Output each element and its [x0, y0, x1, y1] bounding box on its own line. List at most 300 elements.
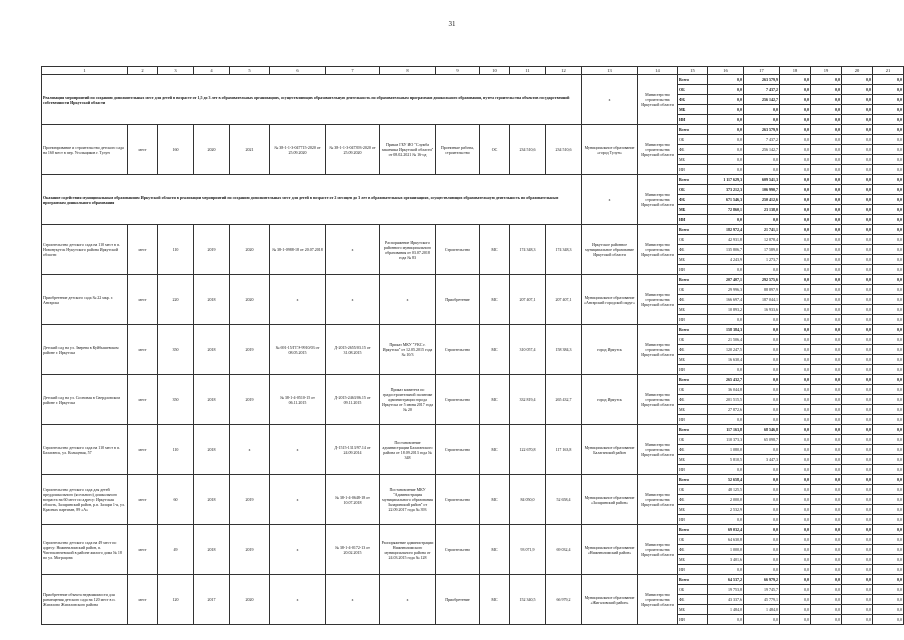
- amount-cell: 0,0: [842, 535, 873, 545]
- amount-cell: 0,0: [780, 435, 811, 445]
- amount-cell: 0,0: [842, 275, 873, 285]
- table-row: [42, 375, 904, 385]
- estimated-cost: 332 819,4: [510, 375, 546, 425]
- amount-cell: 0,0: [780, 485, 811, 495]
- amount-cell: 0,0: [744, 615, 780, 625]
- amount-cell: 0,0: [811, 95, 842, 105]
- amount-cell: 0,0: [780, 305, 811, 315]
- end-year: 2019: [230, 325, 270, 375]
- amount-cell: 12 878,4: [744, 235, 780, 245]
- ownership: ОС: [480, 125, 510, 175]
- municipality: Муниципальное образование «город Тулун»: [582, 125, 638, 175]
- funding-source: ОБ: [678, 335, 708, 345]
- work-type: Строительство: [436, 225, 480, 275]
- amount-cell: 0,0: [811, 465, 842, 475]
- end-year: 2021: [230, 125, 270, 175]
- amount-cell: 0,0: [780, 115, 811, 125]
- amount-cell: 0,0: [873, 405, 904, 415]
- amount-cell: 0,0: [811, 365, 842, 375]
- amount-cell: 0,0: [873, 385, 904, 395]
- amount-cell: 0,0: [873, 225, 904, 235]
- estimated-cost: 174 348,3: [510, 225, 546, 275]
- amount-cell: 72 860,1: [708, 205, 744, 215]
- estimated-cost: 93 071,9: [510, 525, 546, 575]
- ownership: МС: [480, 425, 510, 475]
- amount-cell: 0,0: [873, 335, 904, 345]
- amount-cell: 0,0: [842, 365, 873, 375]
- work-type: Строительство: [436, 375, 480, 425]
- municipality: Муниципальное образование Балаганский район: [582, 425, 638, 475]
- amount-cell: 21 741,1: [744, 225, 780, 235]
- amount-cell: 0,0: [780, 245, 811, 255]
- unit: мест: [128, 475, 158, 525]
- amount-cell: 3 447,3: [744, 455, 780, 465]
- amount-cell: 0,0: [873, 445, 904, 455]
- end-year: 2020: [230, 225, 270, 275]
- column-number: 5: [230, 67, 270, 75]
- amount-cell: 3 401,6: [708, 555, 744, 565]
- amount-cell: 0,0: [780, 75, 811, 85]
- amount-cell: 0,0: [780, 425, 811, 435]
- amount-cell: 0,0: [744, 505, 780, 515]
- estimated-cost: 207 407,1: [510, 275, 546, 325]
- funding-source: ОБ: [678, 385, 708, 395]
- amount-cell: 0,0: [873, 515, 904, 525]
- amount-cell: 0,0: [873, 475, 904, 485]
- amount-cell: 0,0: [842, 415, 873, 425]
- amount-cell: 1 000,0: [708, 545, 744, 555]
- amount-cell: 0,0: [842, 295, 873, 305]
- column-number: 20: [842, 67, 873, 75]
- start-year: 2018: [194, 325, 230, 375]
- amount-cell: 0,0: [744, 335, 780, 345]
- amount-cell: 0,0: [842, 185, 873, 195]
- funding-source: МБ: [678, 405, 708, 415]
- remaining-cost: 117 163,8: [546, 425, 582, 475]
- end-year: 2019: [230, 375, 270, 425]
- amount-cell: 0,0: [708, 145, 744, 155]
- amount-cell: 64 630,8: [708, 535, 744, 545]
- table-row: [42, 275, 904, 285]
- amount-cell: 0,0: [811, 605, 842, 615]
- amount-cell: 1 484,0: [708, 605, 744, 615]
- amount-cell: 0,0: [811, 175, 842, 185]
- funding-source: ИИ: [678, 615, 708, 625]
- ownership: МС: [480, 575, 510, 625]
- amount-cell: 0,0: [842, 265, 873, 275]
- amount-cell: 0,0: [811, 105, 842, 115]
- amount-cell: 0,0: [873, 545, 904, 555]
- amount-cell: 0,0: [744, 545, 780, 555]
- amount-cell: 0,0: [780, 145, 811, 155]
- amount-cell: 0,0: [873, 455, 904, 465]
- amount-cell: 0,0: [744, 385, 780, 395]
- ministry: Министерство строительства Иркутской области: [638, 575, 678, 625]
- start-year: 2018: [194, 425, 230, 475]
- object-name: Строительство детского сада на 110 мест в п. Балаганск, ул. Кольцевая, 57: [42, 425, 128, 475]
- amount-cell: 0,0: [744, 565, 780, 575]
- decision-document: Приказ ГБУ ИО "Служба заказчика Иркутской области" от 08.02.2021 № 16-од: [380, 125, 436, 175]
- ownership: МС: [480, 475, 510, 525]
- amount-cell: 0,0: [780, 355, 811, 365]
- start-year: 2018: [194, 375, 230, 425]
- funding-source: ФБ: [678, 495, 708, 505]
- amount-cell: 43 337,6: [708, 595, 744, 605]
- amount-cell: 0,0: [811, 135, 842, 145]
- amount-cell: 0,0: [780, 335, 811, 345]
- ownership: МС: [480, 525, 510, 575]
- amount-cell: 0,0: [708, 125, 744, 135]
- amount-cell: 0,0: [780, 105, 811, 115]
- section-recipient: x: [582, 75, 638, 125]
- amount-cell: 0,0: [873, 165, 904, 175]
- remaining-cost: 265 432,7: [546, 375, 582, 425]
- amount-cell: 0,0: [780, 205, 811, 215]
- funding-source: МБ: [678, 505, 708, 515]
- funding-source: ОБ: [678, 285, 708, 295]
- amount-cell: 0,0: [780, 475, 811, 485]
- amount-cell: 187 044,1: [744, 295, 780, 305]
- amount-cell: 0,0: [708, 465, 744, 475]
- amount-cell: 0,0: [780, 225, 811, 235]
- amount-cell: 5 810,5: [708, 455, 744, 465]
- amount-cell: 0,0: [842, 325, 873, 335]
- section-title: Оказание содействия муниципальным образованиям Иркутской области в реализации мероприятий по созданию дополнительных мест для детей в возрасте от 2 месяцев до 3 лет в образовательных организациях, осуществляющих образовательную деятельность по образовательным программам дошкольного образования: [42, 175, 582, 225]
- column-number: 15: [678, 67, 708, 75]
- amount-cell: 0,0: [842, 175, 873, 185]
- funding-source: ФБ: [678, 95, 708, 105]
- amount-cell: 0,0: [780, 375, 811, 385]
- amount-cell: 0,0: [873, 155, 904, 165]
- amount-cell: 0,0: [780, 495, 811, 505]
- work-type: Приобретение: [436, 575, 480, 625]
- amount-cell: 23 138,0: [744, 205, 780, 215]
- amount-cell: 0,0: [811, 205, 842, 215]
- municipality: город Иркутск: [582, 375, 638, 425]
- amount-cell: 48 125,5: [708, 485, 744, 495]
- amount-cell: 0,0: [842, 505, 873, 515]
- amount-cell: 0,0: [842, 555, 873, 565]
- amount-cell: 0,0: [744, 105, 780, 115]
- ministry: Министерство строительства Иркутской области: [638, 275, 678, 325]
- decision-document: Распоряжение Иркутского районного муниципального образования от 03.07.2018 года № 83: [380, 225, 436, 275]
- amount-cell: 0,0: [873, 325, 904, 335]
- amount-cell: 0,0: [780, 605, 811, 615]
- amount-cell: 1 273,7: [744, 255, 780, 265]
- amount-cell: 0,0: [744, 325, 780, 335]
- funding-source: Всего: [678, 75, 708, 85]
- object-name: Приобретение детского сада № 22 мкр. г. Ангарска: [42, 275, 128, 325]
- funding-source: Всего: [678, 375, 708, 385]
- table-row: [42, 175, 904, 185]
- amount-cell: 0,0: [842, 565, 873, 575]
- amount-cell: 0,0: [811, 535, 842, 545]
- amount-cell: 66 979,2: [744, 575, 780, 585]
- amount-cell: 0,0: [744, 525, 780, 535]
- funding-source: МБ: [678, 255, 708, 265]
- amount-cell: 0,0: [780, 95, 811, 105]
- amount-cell: 0,0: [811, 435, 842, 445]
- amount-cell: 0,0: [873, 95, 904, 105]
- amount-cell: 0,0: [873, 345, 904, 355]
- amount-cell: 0,0: [780, 195, 811, 205]
- funding-source: ИИ: [678, 265, 708, 275]
- amount-cell: 0,0: [842, 385, 873, 395]
- funding-source: ОБ: [678, 85, 708, 95]
- amount-cell: 0,0: [873, 245, 904, 255]
- amount-cell: 0,0: [873, 215, 904, 225]
- amount-cell: 0,0: [842, 95, 873, 105]
- column-number: 4: [194, 67, 230, 75]
- funding-source: Всего: [678, 225, 708, 235]
- amount-cell: 671 546,3: [708, 195, 744, 205]
- amount-cell: 0,0: [811, 565, 842, 575]
- capacity: 110: [158, 425, 194, 475]
- amount-cell: 120 247,5: [708, 345, 744, 355]
- amount-cell: 0,0: [873, 365, 904, 375]
- reliability-check: Д-2015-2655/03.15 от 31.08.2015: [326, 325, 380, 375]
- work-type: Строительство: [436, 475, 480, 525]
- amount-cell: 0,0: [780, 525, 811, 535]
- expertise-conclusion: x: [270, 525, 326, 575]
- funding-source: Всего: [678, 125, 708, 135]
- unit: мест: [128, 275, 158, 325]
- amount-cell: 45 779,1: [744, 595, 780, 605]
- ministry: Министерство строительства Иркутской области: [638, 125, 678, 175]
- table-row: [42, 525, 904, 535]
- amount-cell: 0,0: [873, 485, 904, 495]
- start-year: 2018: [194, 525, 230, 575]
- amount-cell: 0,0: [780, 135, 811, 145]
- table-row: [42, 425, 904, 435]
- expertise-conclusion: x: [270, 275, 326, 325]
- amount-cell: 21 506,4: [708, 335, 744, 345]
- amount-cell: 0,0: [780, 455, 811, 465]
- decision-document: Приказ МКУ "УКС г. Иркутска" от 12.05.2015 года № 10/3: [380, 325, 436, 375]
- amount-cell: 0,0: [842, 225, 873, 235]
- amount-cell: 0,0: [780, 385, 811, 395]
- funding-source: ФБ: [678, 445, 708, 455]
- funding-source: ИИ: [678, 115, 708, 125]
- funding-source: ОБ: [678, 585, 708, 595]
- capacity: 160: [158, 125, 194, 175]
- amount-cell: 7 437,2: [744, 135, 780, 145]
- amount-cell: 0,0: [780, 275, 811, 285]
- amount-cell: 1 117 629,3: [708, 175, 744, 185]
- expertise-conclusion: x: [270, 425, 326, 475]
- column-number: 1: [42, 67, 128, 75]
- funding-source: МБ: [678, 155, 708, 165]
- funding-source: МБ: [678, 555, 708, 565]
- amount-cell: 0,0: [811, 245, 842, 255]
- amount-cell: 0,0: [842, 245, 873, 255]
- amount-cell: 201 515,5: [708, 395, 744, 405]
- section-recipient: x: [582, 175, 638, 225]
- amount-cell: 0,0: [811, 485, 842, 495]
- amount-cell: 265 432,7: [708, 375, 744, 385]
- funding-source: МБ: [678, 455, 708, 465]
- amount-cell: 0,0: [780, 235, 811, 245]
- amount-cell: 0,0: [811, 585, 842, 595]
- reliability-check: x: [326, 225, 380, 275]
- expertise-conclusion: № 38-1-4-0510-15 от 06.11.2015: [270, 375, 326, 425]
- amount-cell: 0,0: [780, 255, 811, 265]
- amount-cell: 0,0: [842, 595, 873, 605]
- amount-cell: 0,0: [873, 575, 904, 585]
- amount-cell: 0,0: [780, 265, 811, 275]
- amount-cell: 0,0: [811, 445, 842, 455]
- amount-cell: 0,0: [780, 545, 811, 555]
- amount-cell: 0,0: [780, 405, 811, 415]
- funding-source: ИИ: [678, 465, 708, 475]
- object-name: Детский сад на ул. Сосновая в Свердловском районе г. Иркутска: [42, 375, 128, 425]
- unit: мест: [128, 525, 158, 575]
- amount-cell: 0,0: [873, 375, 904, 385]
- amount-cell: 263 579,9: [744, 75, 780, 85]
- amount-cell: 0,0: [873, 195, 904, 205]
- amount-cell: 0,0: [811, 75, 842, 85]
- amount-cell: 0,0: [708, 215, 744, 225]
- funding-source: ФБ: [678, 545, 708, 555]
- end-year: 2020: [230, 275, 270, 325]
- amount-cell: 0,0: [842, 125, 873, 135]
- amount-cell: 0,0: [780, 315, 811, 325]
- object-name: Строительство детского сада на 110 мест в п. Новонукутск Нукутского района Иркутской области: [42, 225, 128, 275]
- unit: мест: [128, 375, 158, 425]
- amount-cell: 0,0: [873, 125, 904, 135]
- column-number: 10: [480, 67, 510, 75]
- decision-document: x: [380, 275, 436, 325]
- column-number: 11: [510, 67, 546, 75]
- unit: мест: [128, 425, 158, 475]
- amount-cell: 0,0: [811, 475, 842, 485]
- amount-cell: 27 872,6: [708, 405, 744, 415]
- amount-cell: 0,0: [811, 285, 842, 295]
- funding-source: ИИ: [678, 215, 708, 225]
- funding-source: ОБ: [678, 535, 708, 545]
- amount-cell: 292 575,6: [744, 275, 780, 285]
- amount-cell: 0,0: [744, 365, 780, 375]
- end-year: 2020: [230, 575, 270, 625]
- amount-cell: 0,0: [744, 115, 780, 125]
- amount-cell: 0,0: [873, 465, 904, 475]
- amount-cell: 0,0: [811, 295, 842, 305]
- amount-cell: 0,0: [780, 565, 811, 575]
- estimated-cost: 122 670,8: [510, 425, 546, 475]
- amount-cell: 0,0: [744, 405, 780, 415]
- unit: мест: [128, 325, 158, 375]
- amount-cell: 0,0: [873, 615, 904, 625]
- amount-cell: 0,0: [811, 255, 842, 265]
- object-name: Детский сад на ул. Зверева в Куйбышевском районе г. Иркутска: [42, 325, 128, 375]
- amount-cell: 0,0: [873, 595, 904, 605]
- amount-cell: 0,0: [744, 265, 780, 275]
- column-number: 2: [128, 67, 158, 75]
- amount-cell: 0,0: [744, 375, 780, 385]
- amount-cell: 0,0: [811, 165, 842, 175]
- column-number: 16: [708, 67, 744, 75]
- column-number: 8: [380, 67, 436, 75]
- reliability-check: x: [326, 275, 380, 325]
- amount-cell: 0,0: [811, 345, 842, 355]
- amount-cell: 0,0: [780, 575, 811, 585]
- amount-cell: 0,0: [744, 315, 780, 325]
- amount-cell: 0,0: [842, 485, 873, 495]
- amount-cell: 0,0: [811, 265, 842, 275]
- start-year: 2017: [194, 575, 230, 625]
- amount-cell: 0,0: [780, 535, 811, 545]
- amount-cell: 0,0: [811, 235, 842, 245]
- expertise-conclusion: № 691-15/ГГЭ-9910/03 от 08.05.2015: [270, 325, 326, 375]
- end-year: 2019: [230, 475, 270, 525]
- page-number: 31: [448, 20, 456, 28]
- amount-cell: 0,0: [873, 185, 904, 195]
- funding-source: МБ: [678, 355, 708, 365]
- decision-document: Постановление администрации Балаганского района от 18.09.2013 года № 348: [380, 425, 436, 475]
- ownership: МС: [480, 375, 510, 425]
- decision-document: Приказ комитета по градостроительной политике администрации города Иркутска от 5 июня 2017 года № 20: [380, 375, 436, 425]
- work-type: Строительство: [436, 525, 480, 575]
- amount-cell: 0,0: [842, 445, 873, 455]
- amount-cell: 0,0: [873, 505, 904, 515]
- amount-cell: 0,0: [708, 615, 744, 625]
- funding-source: ФБ: [678, 195, 708, 205]
- amount-cell: 0,0: [873, 115, 904, 125]
- funding-source: ОБ: [678, 185, 708, 195]
- expertise-conclusion: № 38-1-1-3-047715-2020 от 25.09.2020: [270, 125, 326, 175]
- amount-cell: 0,0: [811, 405, 842, 415]
- funding-source: МБ: [678, 205, 708, 215]
- amount-cell: 0,0: [780, 365, 811, 375]
- amount-cell: 2 532,9: [708, 505, 744, 515]
- object-name: Строительство детского сада на 49 мест по адресу: Нижнеилимский район, п. Чистоключевский в районе жилого дома № 18 по ул. Мограцова: [42, 525, 128, 575]
- amount-cell: 0,0: [842, 475, 873, 485]
- municipality: Муниципальное образование «Ангарский городской округ»: [582, 275, 638, 325]
- remaining-cost: 66 979,2: [546, 575, 582, 625]
- unit: мест: [128, 225, 158, 275]
- reliability-check: Д-1515-1313/97.14 от 24.09.2014: [326, 425, 380, 475]
- amount-cell: 52 658,4: [708, 475, 744, 485]
- work-type: Приобретение: [436, 275, 480, 325]
- amount-cell: 0,0: [780, 505, 811, 515]
- amount-cell: 0,0: [744, 355, 780, 365]
- amount-cell: 0,0: [811, 325, 842, 335]
- amount-cell: 117 163,8: [708, 425, 744, 435]
- expertise-conclusion: x: [270, 475, 326, 525]
- amount-cell: 0,0: [873, 295, 904, 305]
- amount-cell: 4 243,9: [708, 255, 744, 265]
- amount-cell: 373 212,3: [708, 185, 744, 195]
- amount-cell: 7 437,2: [744, 85, 780, 95]
- amount-cell: 0,0: [708, 105, 744, 115]
- amount-cell: 0,0: [811, 415, 842, 425]
- end-year: 2019: [230, 525, 270, 575]
- amount-cell: 106 990,7: [744, 185, 780, 195]
- amount-cell: 0,0: [708, 365, 744, 375]
- funding-source: ФБ: [678, 145, 708, 155]
- amount-cell: 0,0: [780, 285, 811, 295]
- amount-cell: 0,0: [873, 235, 904, 245]
- column-number: 21: [873, 67, 904, 75]
- estimated-cost: 84 050,0: [510, 475, 546, 525]
- amount-cell: 0,0: [873, 315, 904, 325]
- amount-cell: 0,0: [744, 345, 780, 355]
- funding-source: Всего: [678, 525, 708, 535]
- amount-cell: 68 546,8: [744, 425, 780, 435]
- amount-cell: 0,0: [842, 105, 873, 115]
- funding-source: ИИ: [678, 565, 708, 575]
- table-row: [42, 325, 904, 335]
